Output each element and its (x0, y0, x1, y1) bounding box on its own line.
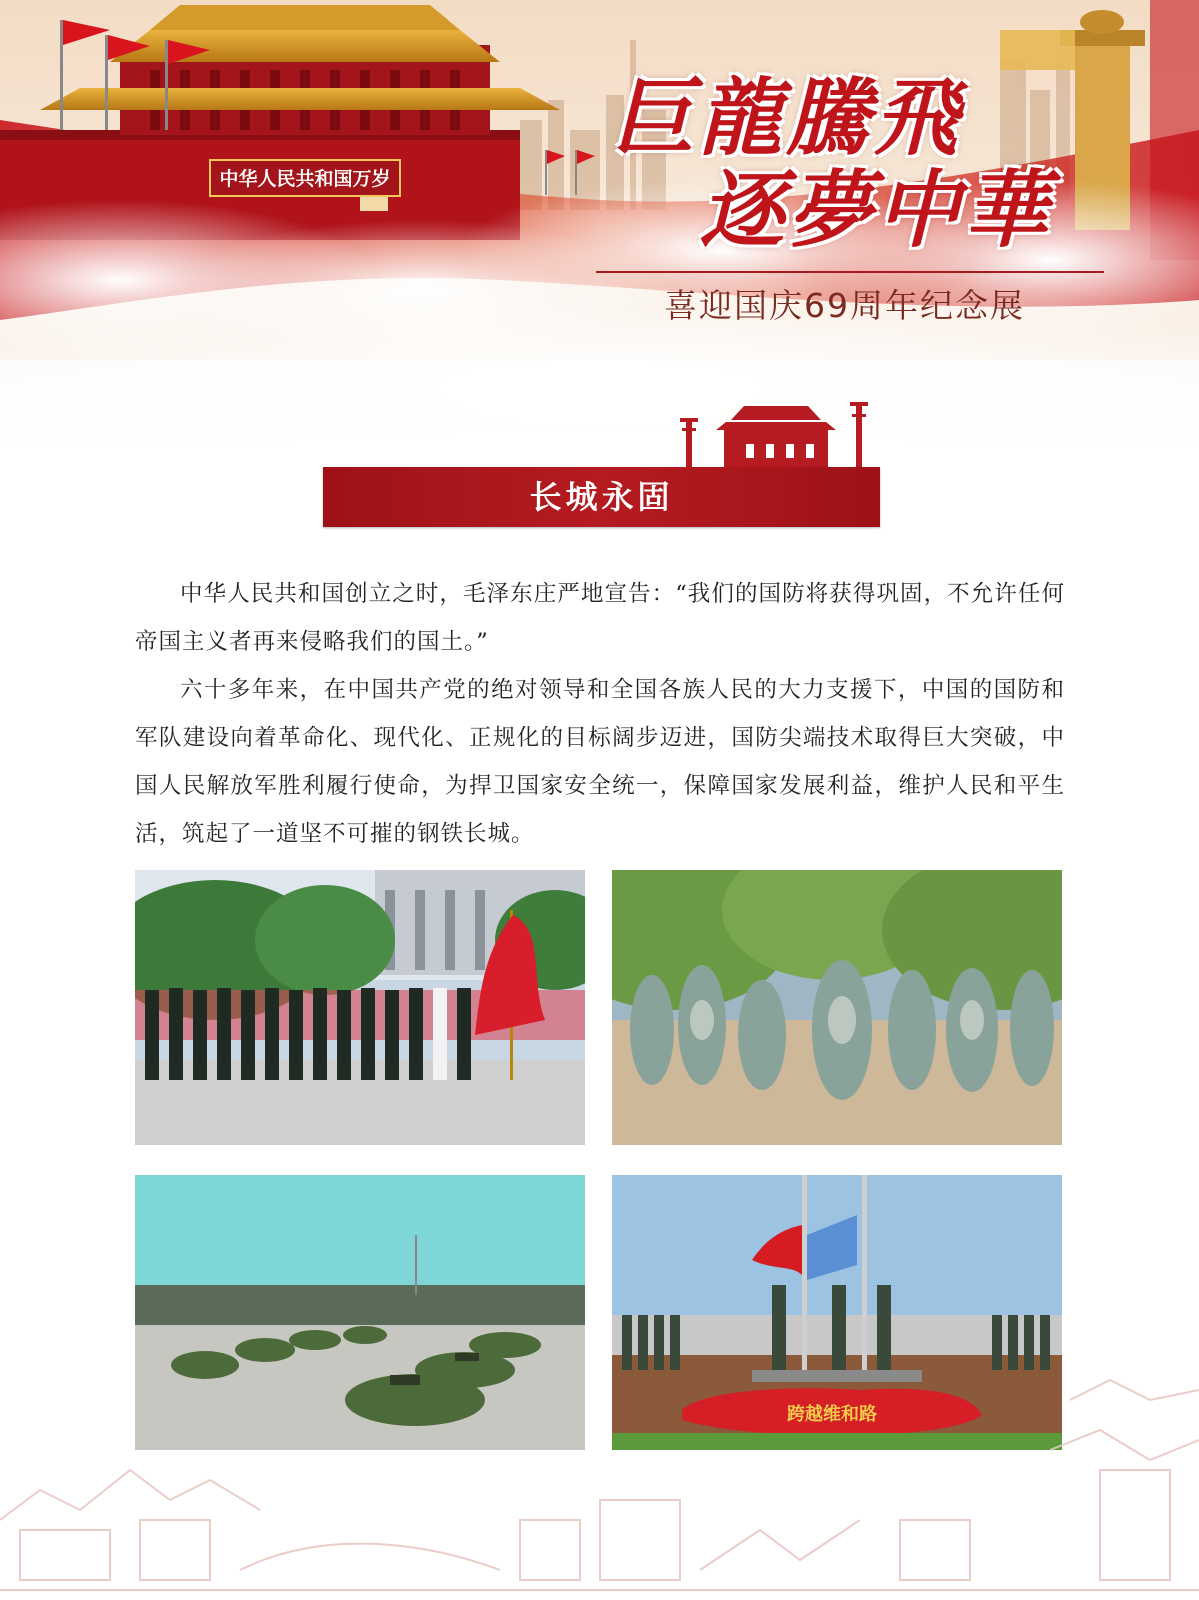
photo-peacekeepers-flag-ceremony (612, 1175, 1062, 1450)
section-title: 长城永固 (529, 478, 674, 516)
photo-honor-guard-parade (135, 870, 585, 1145)
banner-subtitle: 喜迎国庆69周年纪念展 (664, 286, 1025, 325)
paragraph-2: 六十多年来，在中国共产党的绝对领导和全国各族人民的大力支援下，中国的国防和军队建设向着革命化、现代化、正规化的目标阔步迈进，国防尖端技术取得巨大突破，中国人民解放军胜利履行使命，为捍卫国家安全统一，保障国家发展利益，维护人民和平生活，筑起了一道坚不可摧的钢铁长城。 (135, 677, 1065, 847)
gate-sign-text: 中华人民共和国万岁 (219, 168, 391, 190)
photo-armored-vehicles (135, 1175, 585, 1450)
ground-flower-text: 跨越维和路 (787, 1404, 877, 1425)
photo-soldiers-training (612, 870, 1062, 1145)
article-body (135, 570, 1065, 858)
title-line-2: 逐夢中華 (700, 160, 1053, 259)
title-divider (596, 271, 1104, 273)
gate-silhouette-icon (676, 400, 880, 470)
section-title-bar (323, 467, 880, 527)
paragraph-1: 中华人民共和国创立之时，毛泽东庄严地宣告：“我们的国防将获得巩固，不允许任何帝国主义者再来侵略我们的国土。” (135, 581, 1065, 655)
title-line-1: 巨龍騰飛 (610, 68, 963, 167)
